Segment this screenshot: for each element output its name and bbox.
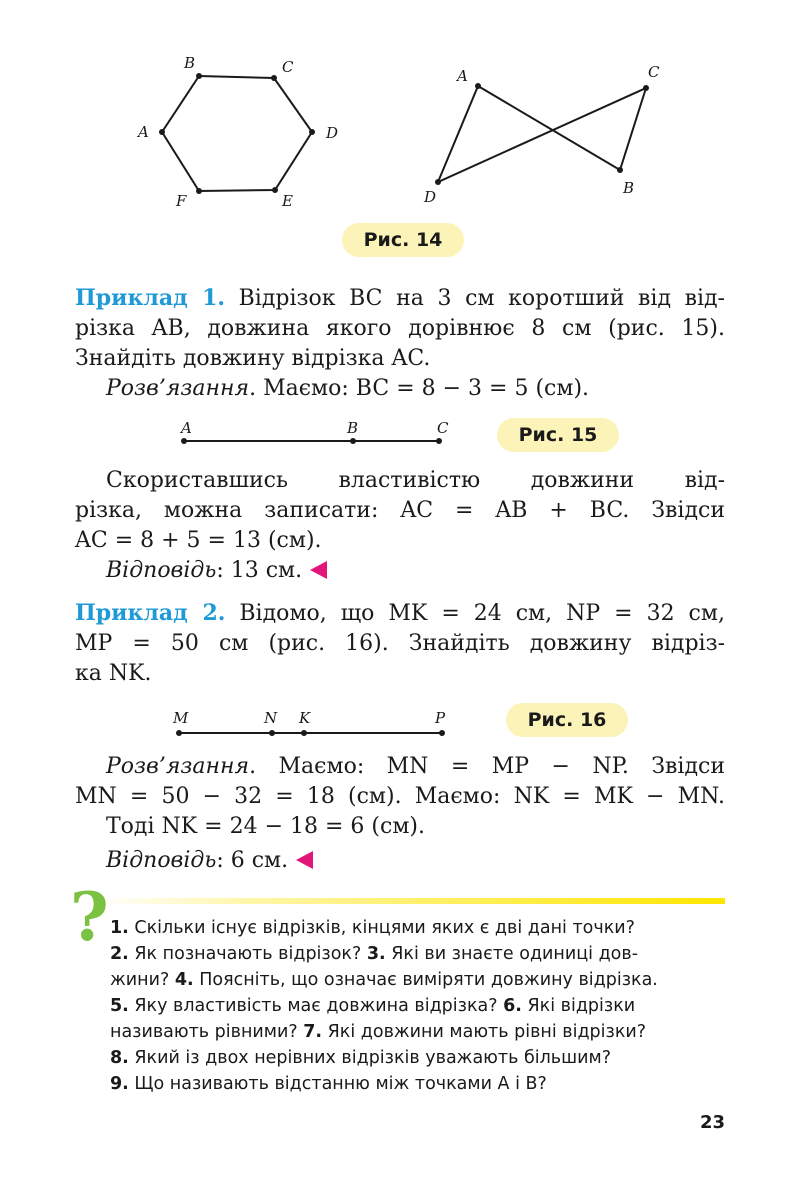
hex-label-c: C [282, 58, 294, 76]
example-1-line-1-text: Відрізок BC на 3 см коротший від від- [238, 286, 725, 311]
fig16-label: Рис. 16 [506, 703, 628, 737]
sol-line-1 [75, 752, 725, 782]
hex-label-f: F [176, 192, 187, 210]
figure-14 [130, 50, 690, 220]
example-2-line-1-text: Відомо, що MK = 24 см, NP = 32 см, [239, 601, 725, 626]
answer-text: : 13 см. [216, 558, 303, 583]
page-number: 23 [700, 1112, 726, 1133]
hex-label-d: D [326, 124, 339, 142]
figure-15 [170, 415, 470, 455]
seg16-label-k: K [299, 709, 311, 727]
question-line-5: називають рівними? 7. Які довжини мають рівні відрізки? [110, 1022, 647, 1042]
fig14-label: Рис. 14 [342, 223, 464, 257]
example-1-answer [75, 556, 725, 586]
seg15-label-c: C [437, 419, 449, 437]
example-2-line-3: ка NK. [75, 661, 152, 686]
hexagon [162, 76, 312, 191]
seg16-label-m: M [173, 709, 189, 727]
sol-line-3: Тоді NK = 24 − 18 = 6 (см). [106, 814, 426, 839]
example-2-line-2: MP = 50 см (рис. 16). Знайдіть довжину відріз- [75, 631, 725, 656]
seg15-label-b: B [347, 419, 359, 437]
end-marker-icon [296, 851, 313, 869]
example-1-line-1 [75, 283, 725, 314]
seg15-label-a: A [181, 419, 192, 437]
example-2-solution [75, 752, 725, 876]
example-2-heading: Приклад 2. [75, 600, 226, 626]
cont-line-1: Скориставшись властивістю довжини від- [106, 468, 725, 493]
questions-list [110, 915, 728, 1097]
example-1-line-2: різка AB, довжина якого дорівнює 8 см (рис. 15). [75, 316, 725, 341]
solution-text-2: . Маємо: MN = MP − NP. Звідси [249, 754, 725, 779]
fig15-label: Рис. 15 [497, 418, 619, 452]
crossed-segments [438, 86, 646, 182]
question-line-6: 8. Який із двох нерівних відрізків уважають більшим? [110, 1048, 612, 1068]
solution-text: . Маємо: BC = 8 − 3 = 5 (см). [249, 376, 590, 401]
cross-label-d: D [424, 188, 437, 206]
cont-line-3: AC = 8 + 5 = 13 (см). [75, 528, 322, 553]
question-line-3: жини? 4. Поясніть, що означає виміряти довжину відрізка. [110, 970, 658, 990]
cross-label-b: B [623, 179, 635, 197]
solution-label-2: Розв’язання [106, 754, 250, 779]
question-line-7: 9. Що називають відстанню між точками A і B? [110, 1074, 547, 1094]
example-1 [75, 283, 725, 404]
example-1-heading: Приклад 1. [75, 285, 226, 311]
cross-label-a: A [457, 67, 468, 85]
example-1-continuation [75, 466, 725, 586]
end-marker-icon [310, 561, 327, 579]
example-2 [75, 598, 725, 689]
questions-divider [95, 898, 725, 904]
example-2-answer [75, 846, 725, 876]
seg16-label-n: N [264, 709, 278, 727]
hex-label-a: A [138, 123, 149, 141]
answer-text-2: : 6 см. [216, 848, 289, 873]
figure-16 [165, 703, 465, 743]
cross-label-c: C [648, 63, 660, 81]
solution-label: Розв’язання [106, 376, 250, 401]
question-line-4: 5. Яку властивість має довжина відрізка? 6. Які відрізки [110, 996, 636, 1016]
example-2-line-1 [75, 598, 725, 629]
example-1-line-3: Знайдіть довжину відрізка AC. [75, 346, 431, 371]
seg16-label-p: P [435, 709, 446, 727]
answer-label-2: Відповідь [106, 848, 217, 873]
hex-label-e: E [282, 192, 293, 210]
hex-label-b: B [184, 54, 196, 72]
answer-label: Відповідь [106, 558, 217, 583]
question-mark-icon: ? [70, 878, 109, 956]
question-line-1: 1. Скільки існує відрізків, кінцями яких є дві дані точки? [110, 918, 635, 938]
example-1-solution [75, 374, 725, 404]
cont-line-2: різка, можна записати: AC = AB + BC. Звідси [75, 498, 725, 523]
sol-line-2: MN = 50 − 32 = 18 (см). Маємо: NK = MK − MN. [75, 784, 725, 809]
question-line-2: 2. Як позначають відрізок? 3. Які ви знаєте одиниці дов- [110, 944, 639, 964]
